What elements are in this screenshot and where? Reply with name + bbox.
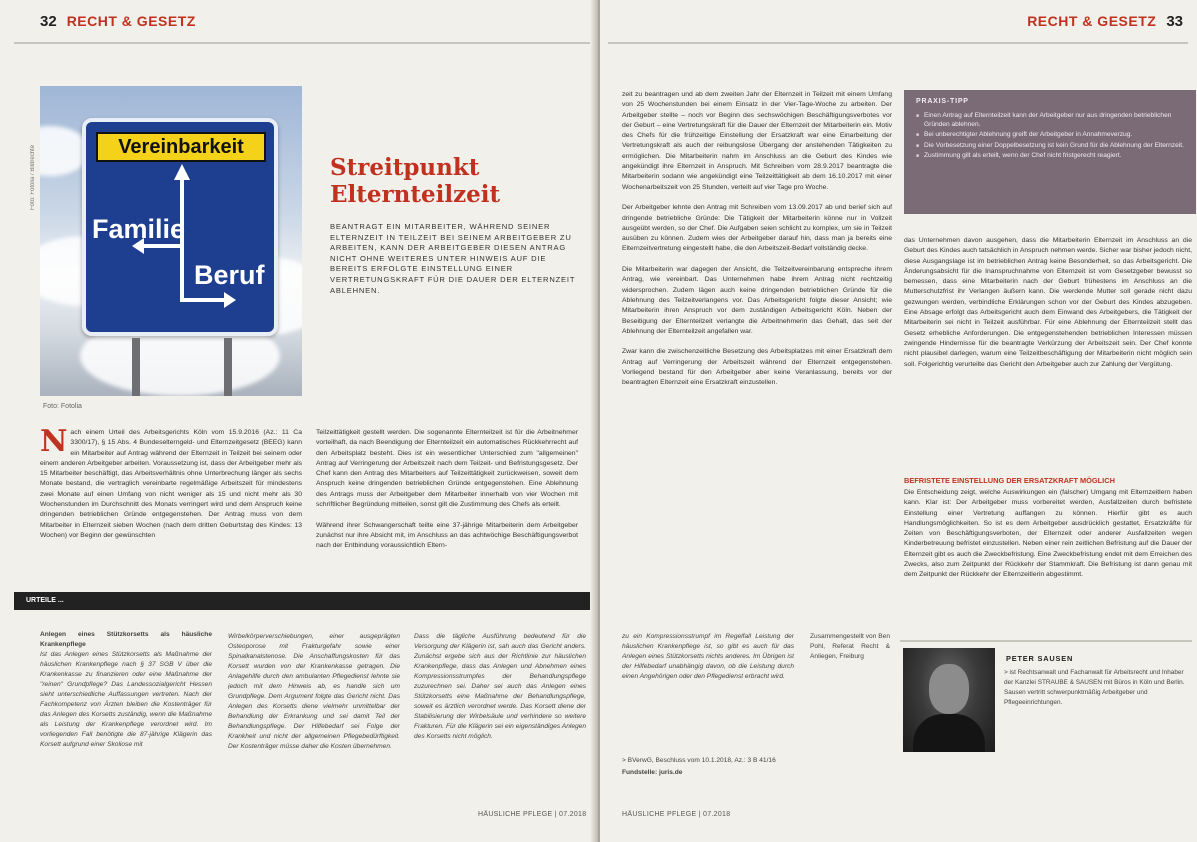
- body-column: das Unternehmen davon ausgehen, dass die Mitarbeiterin Elternzeit im Anschluss an die Geburt des Kindes auch tatsächlich in Anspruch nehmen werde. Sicher war bisher jedoch nicht, diese Ausgangslage ist im betrieblichen Antrag keine Besonderheit, so das Arbeitsgericht. Die Änderungsabsicht für die Inanspruchnahme von Elternzeit ist vom Gesetzgeber bewusst so bemessen, dass eine Mitarbeiterin nach der Geburt frühestens im Anschluss an die Mutterschutzfrist ihr Verlangen äußern kann. Die werdende Mutter soll gerade nicht dazu gezwungen werden, verbindliche Erklärungen schon vor der Geburt des Kindes abzugeben. Eine Absage erfolgt das Arbeitsgericht auch dem Einwand des Arbeitgebers, die Tätigkeit der Mitarbeiterin sei nicht in Teilzeit ausführbar. Für eine Ablehnung der Elternteilzeit stellt das Gesetz erhebliche Anforderungen. Die entgegenstehenden betrieblichen Interessen müssen zwingende Hindernisse für die beantragte Verkürzung der Arbeitszeit sein. Der Chef konnte nicht plausibel darlegen, warum eine Teilzeitbeschäftigung der Mitarbeiterin nicht möglich sein soll. Folgerichtig verurteilte das Gericht den Arbeitgeber auch zur Zahlung der Vergütung.: [904, 237, 1192, 368]
- author-photo: [903, 648, 995, 752]
- body-column: Die Entscheidung zeigt, welche Auswirkungen ein (falscher) Umgang mit Elternzeitlern haben kann. Klar ist: Der Arbeitgeber muss vorbereitet werden, Ausfallzeiten durch befristete Einstellung einer Vertretung auffangen zu können. Hierfür gibt es auch Handlungsmöglichkeiten. So ist es dem Arbeitgeber ausdrücklich gestattet, Ersatzkräfte für Zeiten von Beschäftigungsverboten, der Elternzeit oder anderer Ausfallzeiten wegen Kinderbetreuung befristet einzustellen. Neben einer rein zeitlichen Befristung auf die Dauer der Elternzeit gibt es auch die Zweckbefristung. Eine Zweckbefristung endet mit dem Erreichen des Zwecks, also zum Zeitpunkt der Rückkehr der Stammkraft. Die Befristung ist dann genau mit dem Zeitpunkt der Rückkehr der Elternzeitlerin abgestimmt.: [904, 489, 1192, 579]
- left-page-header: [40, 8, 196, 34]
- sign-pole: [224, 338, 232, 396]
- praxis-tipp-box: [904, 90, 1196, 214]
- sign-label-right: Beruf: [194, 260, 265, 290]
- urteile-text: Ist das Anlegen eines Stützkorsetts als Maßnahme der häuslichen Krankenpflege nach § 37 SGB V über die Krankenkasse zu finanzieren oder eine Maßnahme der "reinen" Grundpflege? Das Landessozialgericht Hessen sieht unterschiedliche Auffassungen vertreten. Nach der Fachkompetenz von Ärzten bleiben die Kostenträger für das Anlegen des Korsetts zuständig, wenn die Maßnahme als Leistung der Krankenpflege verordnet wird. Im vorliegenden Fall benötigte die 87-jährige Klägerin das Korsett aufgrund einer Skoliose mit: [40, 651, 212, 748]
- sign-label-top: Vereinbarkeit: [96, 132, 266, 162]
- body-column: [40, 428, 302, 588]
- headline-line: Elternteilzeit: [330, 181, 501, 208]
- praxis-tipp-item: ■ Bei unberechtigter Ablehnung greift der Arbeitgeber in Annahmeverzug.: [916, 130, 1184, 139]
- section-label: RECHT & GESETZ: [66, 13, 196, 29]
- article-headline: [330, 154, 580, 208]
- author-body: [913, 714, 985, 752]
- sign-label-left: Familie: [92, 214, 186, 244]
- section-label: RECHT & GESETZ: [1027, 13, 1157, 29]
- header-rule: [14, 42, 590, 44]
- praxis-tipp-item: ■ Einen Antrag auf Elternteilzeit kann der Arbeitgeber nur aus dringenden betrieblichen Gründen ablehnen.: [916, 111, 1184, 129]
- author-name: PETER SAUSEN: [1006, 654, 1074, 663]
- page-number: 32: [40, 12, 57, 30]
- praxis-tipp-item: ■ Die Vorbesetzung einer Doppelbesetzung ist kein Grund für die Ablehnung der Elternzeit.: [916, 141, 1184, 150]
- photo-credit: Foto: Fotolia / Bildrechte: [30, 144, 36, 210]
- urteile-bar: URTEILE ...: [14, 592, 590, 610]
- page-number: 33: [1166, 12, 1183, 30]
- body-column: zeit zu beantragen und ab dem zweiten Jahr der Elternzeit in Teilzeit mit einem Umfang von 25 Wochenstunden bei einem Einsatz in der Vier-Tage-Woche zu arbeiten. Der Arbeitgeber stellte – noch vor Beginn des sechswöchigen Beschäftigungsverbotes vor der Geburt – eine Vertretungskraft für die Dauer der Elternzeit der Mitarbeiterin ein. Motiv des Chefs für die frühzeitige Einstellung der Ersatzkraft war eine Einarbeitung der Vertretungskraft als auch der reibungslose Übergang der anstehenden Tätigkeiten zu ermöglichen. Die Mitarbeiterin nahm im Anschluss an die Geburt des Kindes wie angekündigt ihre Elternzeit in Anspruch. Mit Schreiben vom 28.9.2017 beantragte die Mitarbeiterin sodann wie angekündigt eine Teilzeittätigkeit ab dem 16.10.2017 mit einer Wochenarbeitszeit von 25 Stunden, verteilt auf vier Tage pro Woche. Der Arbeitgeber lehnte den Antrag mit Schreiben vom 13.09.2017 ab und berief sich auf dringende betriebliche Gründe: Die Tätigkeit der Mitarbeiterin könne nur in Vollzeit ausgeübt werden, so der Chef. Die Aufgaben seien schlicht zu komplex, um sie in Teilzeit ausüben zu können. Zudem wies der Arbeitgeber darauf hin, dass man ja bereits eine Elternzeitvertretung eingestellt habe, die den Arbeitszeit-Bedarf vollständig decke. Die Mitarbeiterin war dagegen der Ansicht, die Teilzeitvereinbarung entspreche ihrem Antrag, wie vereinbart. Das Unternehmen habe ihrem Antrag nicht rechtzeitig widersprochen. Zudem lägen auch keine dringenden betrieblichen Gründe für die Ablehnung des Teilzeitverlangens vor. Das Arbeitsgericht folgte dieser Ansicht; wie Mitarbeiterin ihren Anspruch vor dem zuständigen Arbeitsgericht Köln. Neben der Beseitigung der Elternteilzeit verlangte die Arbeitnehmerin das Gehalt, das seit der Ablehnung der Elternteilzeit angefallen war. Zwar kann die zwischenzeitliche Besetzung des Arbeitsplatzes mit einer Ersatzkraft dem Antrag auf Verringerung der Arbeitszeit während der Elternzeit entgegenstehen. Vorliegend bestand für den Arbeitgeber aber keine Veranlassung, bereits vor der beantragten Elternzeit eine Ersatzkraft einzustellen.: [622, 91, 892, 387]
- subheading: BEFRISTETE EINSTELLUNG DER ERSATZKRAFT MÖGLICH: [904, 476, 1115, 485]
- road-sign: [82, 118, 278, 336]
- urteile-source: Fundstelle: juris.de: [622, 769, 683, 776]
- right-page-header: [1027, 8, 1183, 34]
- urteile-column: Wirbelkörperverschiebungen, einer ausgeprägten Osteoporose mit Frakturgefahr sowie einer Spinalkanalstenose. Die Anschaffungskosten für das Korsett wurden von der Krankenkasse getragen. Die Anlagehilfe durch den ambulanten Pflegedienst lehnte sie jedoch mit dem Hinweis ab, es handle sich um Grundpflege. Dem Argument folgte das Gericht nicht. Das Anlegen des Korsetts diene vielmehr unmittelbar der Behandlung der Erkrankung und sei damit Teil der Behandlungspflege. Der Hilfebedarf sei Folge der Krankheit und nicht der allgemeinen Pflegebedürftigkeit. Der Kostenträger müsse daher die Kosten übernehmen.: [228, 633, 400, 750]
- photo-caption: Foto: Fotolia: [43, 403, 82, 410]
- compiled-by: Zusammengestellt von Ben Pohl, Referat Recht & Anliegen, Freiburg: [810, 633, 890, 660]
- urteile-reference: > BVerwG, Beschluss vom 10.1.2018, Az.: 3 B 41/16: [622, 757, 776, 764]
- author-bio: > ist Rechtsanwalt und Fachanwalt für Arbeitsrecht und Inhaber der Kanzlei STRAUBE & SAUSEN mit Büros in Köln und Berlin. Sausen vertritt schwerpunktmäßig Arbeitgeber und Pflegeeinrichtungen.: [1004, 669, 1185, 706]
- right-page: [600, 0, 1197, 842]
- praxis-tipp-item: ■ Zustimmung gilt als erteilt, wenn der Chef nicht fristgerecht reagiert.: [916, 151, 1184, 160]
- praxis-tipp-title: PRAXIS-TIPP: [916, 98, 969, 105]
- author-box: [900, 640, 1192, 800]
- urteile-title: Anlegen eines Stützkorsetts als häusliche Krankenpflege: [40, 631, 212, 648]
- author-face: [929, 664, 969, 714]
- sign-pole: [132, 338, 140, 396]
- article-photo: [40, 86, 302, 396]
- article-lead: BEANTRAGT EIN MITARBEITER, WÄHREND SEINER ELTERNZEIT IN TEILZEIT BEI SEINEM ARBEITGEBER ZU ARBEITEN, KANN DER ARBEITGEBER DIESEN ANTRAG NICHT OHNE WEITERES UNTER HINWEIS AUF DIE BEREITS ERFOLGTE EINSTELLUNG EINER VERTRETUNGSKRAFT FÜR DIE DAUER DER ELTERNZEIT ABLEHNEN.: [330, 222, 576, 295]
- header-rule: [608, 42, 1188, 44]
- left-page: [0, 0, 597, 842]
- urteile-column: Dass die tägliche Ausführung bedeutend für die Versorgung der Klägerin ist, sah auch das Gericht anders. Zunächst ergebe sich aus der Richtlinie zur häuslichen Krankenpflege, dass das Anlegen und Abnehmen eines Kompressionsstrumpfes der Behandlungspflege zuzurechnen sei. Daher sei auch das Anlegen eines Stützkorsetts eine Maßnahme der Behandlungspflege, soweit es ärztlich verordnet werde. Das Korsett diene der Stabilisierung der Wirbelsäule und verhindere so weitere Frakturen. Für die Klägerin sei ein eigenständiges Anlegen des Korsetts nicht möglich.: [414, 633, 586, 740]
- page-footer: HÄUSLICHE PFLEGE | 07.2018: [478, 811, 587, 818]
- drop-cap: N: [40, 428, 68, 459]
- urteile-column: [40, 630, 212, 800]
- body-text: ach einem Urteil des Arbeitsgerichts Köln vom 15.9.2016 (Az.: 11 Ca 3300/17), § 15 Abs. 4 Bundeselterngeld- und Elternzeitgesetz (BEEG) kann ein Mitarbeiter auf Antrag während der Elternzeit in Teilzeit bei seinem oder einem anderen Arbeitgeber arbeiten. Voraussetzung ist, dass der Arbeitgeber mehr als 15 Mitarbeiter beschäftigt, das Arbeitsverhältnis ohne Unterbrechung länger als sechs Monate bestand, die vertraglich vereinbarte regelmäßige Arbeitszeit für mindestens zwei Monate auf einen Umfang von nicht weniger als 15 und nicht mehr als 30 Wochenstunden im Durchschnitt des Monats verringert wird und dem Anspruch keine dringenden betrieblichen Gründe entgegenstehen. Der Antrag muss von dem Mitarbeiter in Elternzeit sieben Wochen (nach dem dritten Geburtstag des Kindes: 13 Wochen) vor Beginn der gewünschten: [40, 429, 302, 539]
- body-column: Teilzeittätigkeit gestellt werden. Die sogenannte Elternteilzeit ist für die Arbeitnehmer vorteilhaft, da nach Beendigung der Elternteilzeit ein automatisches Rückkehrrecht auf den Arbeitsplatz besteht. Dies ist ein wesentlicher Unterschied zum "allgemeinen" Antrag auf Verringerung der Arbeitszeit nach dem Teilzeit- und Befristungsgesetz. Der Chef kann den Antrag des Mitarbeiters auf Teilzeittätigkeit zurückweisen, soweit dem Anspruch keine dringenden betrieblichen Gründe entgegenstehen. Eine Ablehnung des Antrags muss der Arbeitgeber dem Mitarbeiter innerhalb von vier Wochen mit schriftlicher Begründung mitteilen, sonst gilt die Zustimmung des Chefs als erteilt. Während ihrer Schwangerschaft teilte eine 37-jährige Mitarbeiterin dem Arbeitgeber zunächst nur ihre Absicht mit, im Anschluss an das achtwöchige Beschäftigungsverbot nach der Entbindung voraussichtlich Eltern-: [316, 429, 578, 550]
- page-footer: HÄUSLICHE PFLEGE | 07.2018: [622, 811, 731, 818]
- praxis-tipp-list: [916, 111, 1184, 160]
- urteile-column: zu ein Kompressionsstrumpf im Regelfall Leistung der häuslichen Krankenpflege ist, so gibt es auch für das Anlegen eines Stützkorsetts nichts anderes. Im Übrigen ist der Hilfebedarf unabhängig davon, ob die Leistung durch einen Angehörigen oder den Pflegedienst erbracht wird.: [622, 633, 794, 680]
- headline-line: Streitpunkt: [330, 154, 480, 181]
